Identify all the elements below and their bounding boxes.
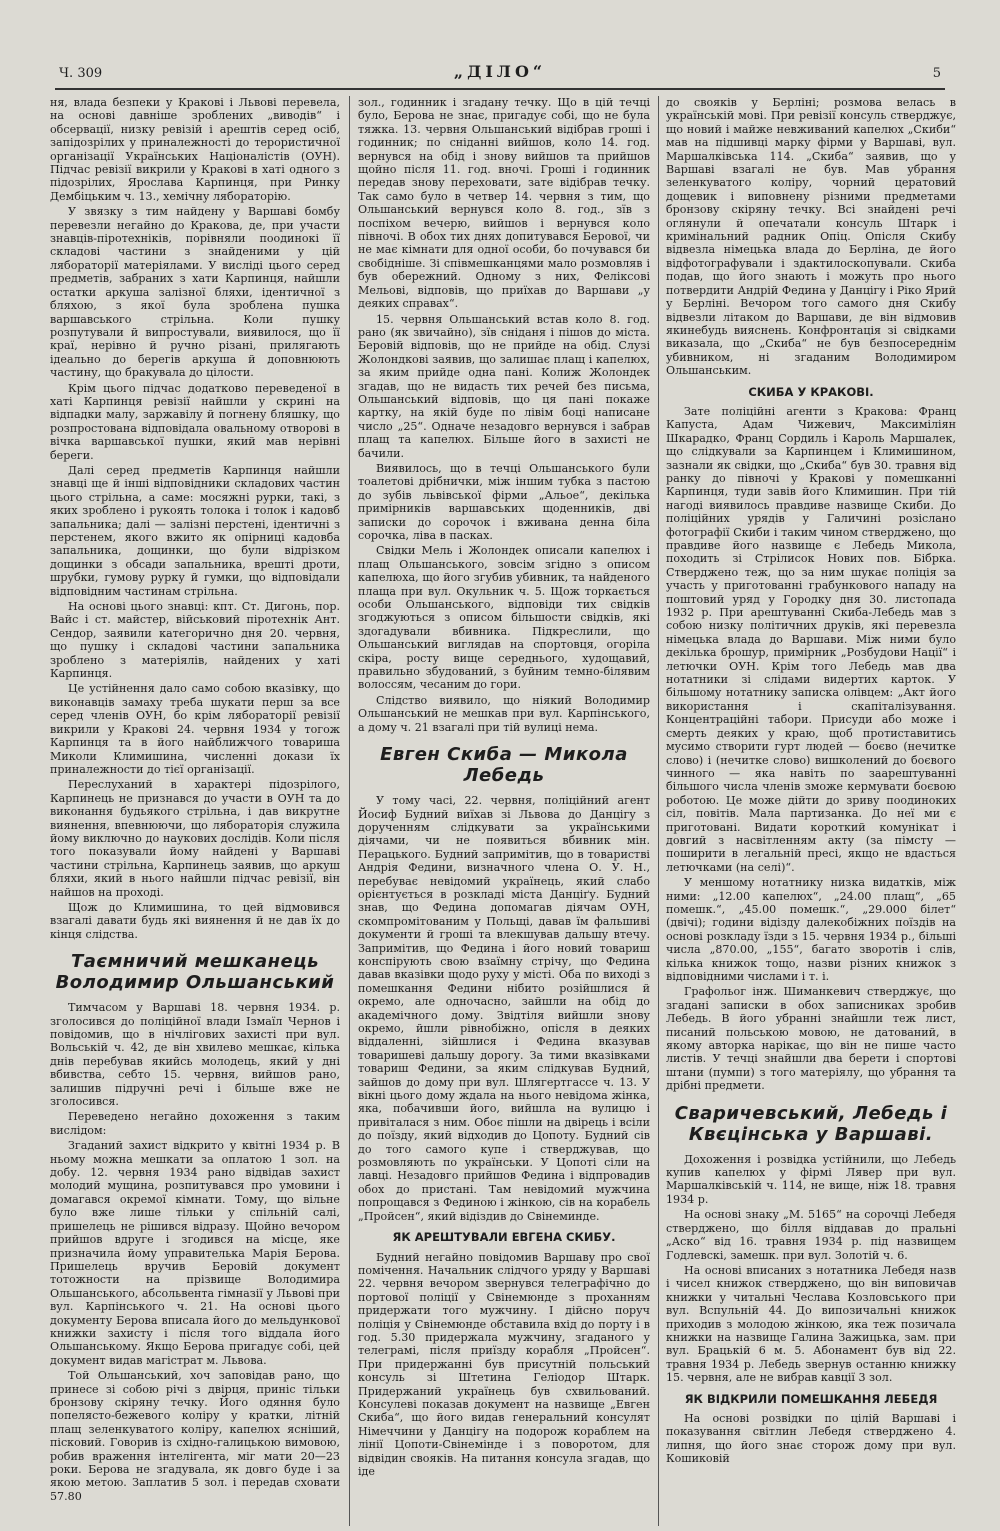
- page-number: 5: [932, 66, 941, 81]
- paragraph: Переведено негайно дохоження з таким вислідом:: [50, 1110, 340, 1137]
- article-heading: Евген Скиба — Микола Лебедь: [380, 744, 628, 787]
- paragraph: Згаданий захист відкрито у квітні 1934 р. В ньому можна мешкати за оплатою 1 зол. на добу. 12. червня 1934 рано відвідав захист молодий мущина, розпитувався про умовини і домагався окремої кімнати. Тому, що вільне було вже лише тільки у спільній салі, пришелець не рішився відразу. Щойно вечором прийшов вдруге і згодився на місце, яке призначила йому управителька Марія Берова. Пришелець вручив Беровій документ тотожности на прізвище Володимира Ольшанського, абсольвента гімназії у Львові при вул. Карпінського ч. 21. На основі цього документу Берова вписала його до мельдункової книжки захисту і після того віддала його Ольшанському. Якщо Берова пригадує собі, цей документ видав магістрат м. Львова.: [50, 1139, 340, 1367]
- paragraph: до свояків у Берліні; розмова велась в українській мові. При ревізії консуль стверджує, що новий і майже невживаний капелюх „Скиби“ мав на підшивці марку фірми у Варшаві, вул. Маршалківська 114. „Скиба“ заявив, що у Варшаві взагалі не був. Мав убрання зеленкуватого коліру, чорний цератовий дощевик і виповнену різними предметами бронзову скіряну течку. Всі знайдені речі оглянули й опечатали консуль Штарк і кримінальний радник Опіц. Опісля Скибу відвезла німецька влада до Берліна, де його відфотографували і здактилоскопували. Скиба подав, що його знають і можуть про нього потвердити Андрій Федина у Данцігу і Ріко Ярий у Берліні. Вечором того самого дня Скибу відвезли літаком до Варшави, де він відмовив якинебудь вияснень. Конфронтація зі свідками виказала, що „Скиба“ не був безпосереднім убивником, ні згаданим Володимиром Ольшанським.: [666, 96, 956, 378]
- column-1: [50, 96, 340, 1526]
- issue-number: Ч. 309: [59, 66, 103, 81]
- newspaper-title: „ДІЛО“: [453, 62, 547, 81]
- paragraph: Тимчасом у Варшаві 18. червня 1934. р. зголосився до поліційної влади Ізмаїл Чернов і повідомив, що в нічлігових захисті при вул. Вольській ч. 42, де він хвилево мешкає, кілька днів перебував якийсь молодець, який у дні вбивства, себто 15. червня, вийшов рано, залишив підручні речі і більше вже не зголосився.: [50, 1001, 340, 1109]
- page-header: [55, 62, 945, 90]
- paragraph: Далі серед предметів Карпинця найшли знавці ще й інші відповідники складових частин цього стрільна, а саме: мосяжні рурки, такі, з яких зроблено і рукоять толока і толок і кадовб запальника; далі — залізні перстені, ідентичні з перстенем, якого вжито як опірниці кадовба запальника, дощинки, що були відрізком дощинки з обсади запальника, врешті дроти, шрубки, гумову рурку й гумки, що відповідали відповідним частинам стрільна.: [50, 463, 340, 598]
- article-heading: Сваричевський, Лебедь і Квєцінська у Варшаві.: [674, 1102, 948, 1145]
- paragraph: ня, влада безпеки у Кракові і Львові перевела, на основі давніше зроблених „виводів“ і обсервації, низку ревізій і арештів серед осіб, запідозрілих у приналежності до терористичної організації Українських Націоналістів (ОУН). Підчас ревізії викрили у Кракові в хаті одного з підозрілих, Ярослава Карпинця, при Ринку Дембіцьким ч. 13., хемічну лябораторію.: [50, 96, 340, 203]
- column-2: [358, 96, 650, 1526]
- paragraph: Це устійнення дало само собою вказівку, що виконавців замаху треба шукати перш за все серед членів ОУН, бо крім лябораторії ревізії викрили у Кракові 24. червня 1934 у тогож Карпинця та в його найближчого товариша Миколи Климишина, численні докази їх приналежности до тієї організації.: [50, 682, 340, 776]
- paragraph: Слідство виявило, що ніякий Володимир Ольшанський не мешкав при вул. Карпінського, а дому ч. 21 взагалі при тій вулиці нема.: [358, 693, 650, 734]
- paragraph: Графольог інж. Шиманкевич стверджує, що згадані записки в обох записниках зробив Лебедь. В його убранні знайшли теж лист, писаний польською мовою, не датований, в якому авторка нарікає, що він не пише часто листів. У течці знайшли два берети і спортові штани (пумпи) з того матеріялу, що убрання та дрібні предмети.: [666, 985, 956, 1093]
- column-divider: [658, 96, 659, 1526]
- paragraph: Затe поліційні агенти з Кракова: Франц Капуста, Адам Чижевич, Максиміліян Шкарадко, Франц Сордиль і Кароль Маршалек, що слідкували за Карпинцем і Климишином, зазнали як свідки, що „Скиба“ був 30. травня від ранку до півночі у Кракові у помешканні Карпинця, туди завів його Климишин. При тій нагоді виявилось правдиве назвище Скиби. До поліційних урядів у Галичині розіслано фотографії Скиби і таким чином стверджено, що правдиве його назвище є Лебедь Микола, походить зі Стрілисок Нових пов. Бібрка. Стверджено теж, що за ним шукає поліція за участь у приготованні грабункового нападу на поштовий уряд у Городку дня 30. листопада 1932 р. При арештуванні Скиба-Лебедь мав з собою низку політичних друків, які перевезла німецька влада до Варшави. Між ними було декілька брошур, примірник „Розбудови Нації“ і летючки ОУН. Крім того Лебедь мав два нотатники зі слідами видертих карток. У більшому нотатнику записка олівцем: „Акт його використання і скапіталізування. Концентраційні табори. Присуди або може і смерть деяких у краю, щоб протиставитись мусимо створити гурт людей — боєво (нечитке слово) і (нечитке слово) вишколений до боєвого чинного — яка навіть по заарештуванні більшого числа членів зможе кермувати боєвою роботою. Це може дійти до зриву поодиноких сіл, повітів. Мала партизанка. До неї ми є приготовані. Видати короткий комунікат і довгий з насвітленням акту (за пімсту — поширити в легальній пресі, якщо не вдасться летючками (на селі)“.: [666, 404, 956, 874]
- paragraph: Дохоження і розвідка устійнили, що Лебедь купив капелюх у фірмі Лявер при вул. Маршалківській ч. 114, не вище, ніж 18. травня 1934 р.: [666, 1152, 956, 1206]
- paragraph: Виявилось, що в течці Ольшанського були тоалетові дрібнички, між іншим тубка з пастою до зубів львівської фірми „Альое“, декілька примірників варшавських щоденників, дві записки до сорочок і вживана денна біла сорочка, ліва в пасках.: [358, 461, 650, 542]
- column-divider: [349, 96, 350, 1526]
- section-subheading: СКИБА У КРАКОВІ.: [748, 384, 874, 399]
- paragraph: У меншому нотатнику низка видатків, між ними: „12.00 капелюх“, „24.00 плащ“, „65 помешк.“, „45.00 помешк.“, „29.000 білет“ (двічі); години відізду далекобіжних поїздів на основі розкладу їзди з 15. червня 1934 р., більші числа „870.00, „155“, багато зворотів і слів, кілька книжок тощо, назви різних книжок з відповідними числами і т. і.: [666, 876, 956, 983]
- paragraph: Щож до Климишина, то цей відмовився взагалі давати будь які виянення й не дав їх до кінця слідства.: [50, 900, 340, 941]
- paragraph: На основі вписаних з нотатника Лебедя назв і чисел книжок стверджено, що він виповичав книжки у читальні Чеслава Козловського при вул. Вспульній 44. До випозичальні книжок приходив з молодою жінкою, яка теж позичала книжки на назвище Галина Зажицька, зам. при вул. Брацькій 6 м. 5. Абонамент був від 22. травня 1934 р. Лебедь звернув останню книжку 15. червня, але не вибрав кавції 3 зол.: [666, 1263, 956, 1385]
- article-heading: Таємничий мешканець Володимир Ольшанський: [55, 951, 335, 994]
- paragraph: Крім цього підчас додатково переведеної в хаті Карпинця ревізії найшли у скрині на відпадки малу, заржавілу й погнену бляшку, що розпростована відповідала овальному отворові в вічка варшавської пушки, який мав нерівні береги.: [50, 381, 340, 462]
- paragraph: На основі цього знавці: кпт. Ст. Дигонь, пор. Вайс і ст. майстер, військовий піротехнік Ант. Сендор, заявили категорично дня 20. червня, що пушку і складові частини запальника зроблено з матеріялів, найдених у хаті Карпинця.: [50, 600, 340, 681]
- paragraph: зол., годинник і згадану течку. Що в цій течці було, Берова не знає, пригадує собі, що не була тяжка. 13. червня Ольшанський відібрав гроші і годинник; по сніданні вийшов, коло 14. год. вернувся на обід і знову вийшов та прийшов щойно після 11. год. вночі. Гроші і годинник передав знову переховати, зате відібрав течку. Так само було в четвер 14. червня з тим, що Ольшанський вернувся коло 8. год., зїв з поспіхом вечерю, вийшов і вернувся коло півночі. В обох тих днях допитувався Берової, чи не має кімнати для одної особи, бо почувався би свобідніше. Зі співмешканцями мало розмовляв і був обережний. Одному з них, Феліксові Мельові, відповів, що приїхав до Варшави „у деяких справах“.: [358, 96, 650, 311]
- paragraph: У тому часі, 22. червня, поліційний агент Йосиф Будний виїхав зі Львова до Данцігу з дорученням слідкувати за українськими діячами, чи не появиться вбивник мін. Перацького. Будний запримітив, що в товаристві Андрія Федини, визначного члена О. У. Н., перебуває невідомий українець, який слабо орієнтується в розкладі міста Данціґу. Будний знав, що Федина допомагав діячам ОУН, скомпромітованим у Польщі, давав їм фальшиві документи й гроші та влекшував дальшу втечу. Запримітив, що Федина і його новий товариш конспірують свою взаїмну стрічу, що Федина давав вказівки щодо руху у місті. Оба по виході з помешкання Федини нібито розійшлися й окремо, але одночасно, зайшли на обід до академічного дому. Звідтіля вийшли знову окремо, йшли рівнобіжно, опісля в деяких віддаленні, зійшлися і Федина вказував товаришеві дальшу дорогу. За тими вказівками товариш Федини, за яким слідкував Будний, зайшов до дому при вул. Шлягертгассе ч. 13. У вікні цього дому ждала на нього невідома жінка, яка, побачивши його, вийшла на вулицю і привіталася з ним. Обоє пішли на двірець і всіли до поїзду, який відходив до Цопоту. Будний сів до того самого купе і стверджував, що розмовляють по українськи. У Цопоті сіли на лавці. Незадовго прийшов Федина і відпровадив обох до пристані. Там невідомий мужчина попрощався з Фединою і жінкою, сів на корабель „Пройсен“, який відіздив до Свінеминде.: [358, 794, 650, 1223]
- section-subheading: ЯК ВІДКРИЛИ ПОМЕШКАННЯ ЛЕБЕДЯ: [684, 1391, 938, 1406]
- paragraph: Той Ольшанський, хоч заповідав рано, що принесе зі собою річі з двірця, приніс тільки бронзову скіряну течку. Його одяння було попелясто-бежевого коліру у кратки, літній плащ зеленкуватого коліру, капелюх ясніший, пісковий. Говорив із східно-галицькою вимовою, робив враження інтелігента, міг мати 20—23 роки. Берова не згадувала, як довго буде і за якою метою. Заплатив 5 зол. і передав сховати 57.80: [50, 1369, 340, 1503]
- paragraph: Будний негайно повідомив Варшаву про свої помічення. Начальник слідчого уряду у Варшаві 22. червня вечором звернувся телеграфічно до портової поліції у Свінемюнде з проханням придержати того мужчину. І дійсно поруч поліція у Свінемюнде обставила вхід до порту і в год. 5.30 придержала мужчину, згаданого у телеграмі, після приїзду корабля „Пройсен“. При придержанні був присутній польський консуль зі Штетина Геліодор Штарк. Придержаний українець був схвильований. Консулеві показав документ на назвище „Евген Скиба“, що його видав генеральний консулят Німеччини у Данцігу на подорож кораблем на лінії Цопоти-Свінемінде і з поворотом, для відвідин свояків. На питання консула згадав, що іде: [358, 1250, 650, 1478]
- paragraph: На основі знаку „М. 5165“ на сорочці Лебедя стверджено, що білля віддавав до пральні „Аско“ від 16. травня 1934 р. під назвищем Годлевскі, замешк. при вул. Золотій ч. 6.: [666, 1208, 956, 1262]
- paragraph: Переслуханий в характері підозрілого, Карпинець не признався до участи в ОУН та до виконання будьякого стрільна, і дав викрутне виянення, впевнюючи, що лябораторія служила йому виключно до наукових дослідів. Коли після того показували йому найдені у Варшаві частини стрільна, Карпинець заявив, що аркуш бляхи, який в нього найшли підчас ревізії, він найшов на проході.: [50, 778, 340, 899]
- paragraph: На основі розвідки по цілій Варшаві і показування світлин Лебедя стверджено 4. липня, що його знає сторож дому при вул. Кошиковій: [666, 1411, 956, 1466]
- paragraph: У звязку з тим найдену у Варшаві бомбу перевезли негайно до Кракова, де, при участи знавців-піротехніків, порівняли поодинокі її складові частини з знайденими у цій лябораторії матеріялами. У висліді цього серед предметів, забраних з хати Карпинця, найшли остатки аркуша залізної бляхи, ідентичної з бляхою, з якої була зроблена пушка варшавського стрільна. Коли пушку розпутували й випростували, виявилося, що її краї, нерівно й ручно різані, прилягають ідеально до берегів аркуша й доповнюють частину, що бракувала до цілости.: [50, 205, 340, 380]
- column-3: [666, 96, 956, 1526]
- section-subheading: ЯК АРЕШТУВАЛИ ЕВГЕНА СКИБУ.: [392, 1230, 616, 1245]
- paragraph: Свідки Мель і Жолондек описали капелюх і плащ Ольшанського, зовсім згідно з описом капелюха, що його згубив убивник, та найденого плаща при вул. Окульник ч. 5. Щож торкається особи Ольшанського, відповіди тих свідків згоджуються з описом більшости свідків, які здогадували вбивника. Підкреслили, що Ольшанський виглядав на спортовця, огоріла скіра, росту вище середнього, худощавий, правильно збудований, з буйним темно-білявим волоссям, чесаним до гори.: [358, 544, 650, 692]
- paragraph: 15. червня Ольшанський встав коло 8. год. рано (як звичайно), зїв сніданя і пішов до міста. Беровій відповів, що не прийде на обід. Слузі Жолондкові заявив, що залишає плащ і капелюх, за яким прийде одна пані. Колиж Жолондек згадав, що не видасть тих речей без письма, Ольшанський відповів, що ця пані покаже картку, на якій буде по лівім боці написане число „25“. Одначе незадовго вернувся і забрав плащ та капелюх. Більше його в захисті не бачили.: [358, 312, 650, 460]
